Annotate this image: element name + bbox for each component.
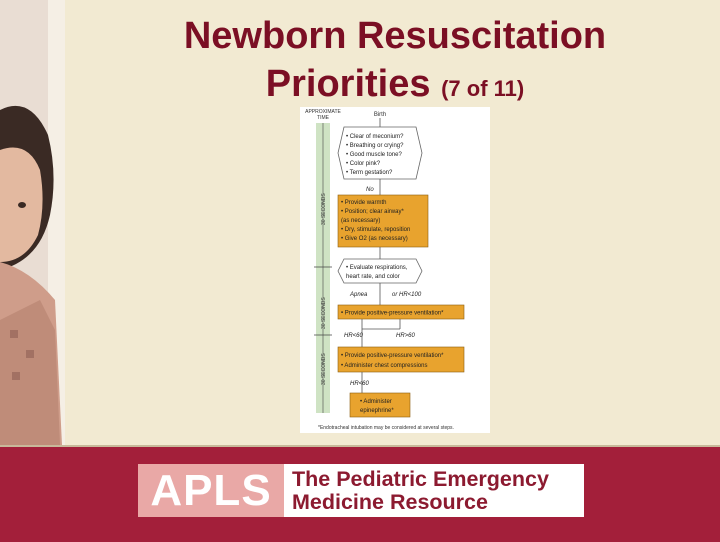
left-photo-strip bbox=[0, 0, 65, 445]
title-line-2 bbox=[90, 60, 700, 113]
compressions-line-2: • Administer chest compressions bbox=[341, 363, 428, 369]
time-label-3: 30 SECONDS bbox=[321, 353, 327, 385]
question-4: • Color pink? bbox=[346, 161, 381, 167]
question-2: • Breathing or crying? bbox=[346, 143, 404, 149]
question-5: • Term gestation? bbox=[346, 170, 393, 176]
initial-step-4: • Dry, stimulate, reposition bbox=[341, 227, 411, 233]
slide-title bbox=[90, 12, 700, 113]
child-photo bbox=[0, 0, 65, 445]
initial-step-1: • Provide warmth bbox=[341, 200, 387, 206]
evaluate-line-2: heart rate, and color bbox=[346, 274, 400, 280]
footnote: *Endotracheal intubation may be considered at several steps. bbox=[318, 425, 454, 431]
title-line-1: Newborn Resuscitation bbox=[183, 15, 607, 57]
no-label: No bbox=[366, 187, 374, 193]
resuscitation-flowchart bbox=[300, 107, 490, 433]
approx-time-header: APPROXIMATE bbox=[305, 109, 341, 115]
logo-tagline-line-1: The Pediatric Emergency bbox=[292, 467, 549, 491]
birth-label: Birth bbox=[373, 112, 387, 118]
logo-tagline-line-2: Medicine Resource bbox=[292, 490, 488, 514]
logo-tagline bbox=[284, 464, 584, 517]
compressions-line-1: • Provide positive-pressure ventilation* bbox=[341, 353, 444, 359]
epinephrine-line-1: • Administer bbox=[360, 399, 392, 405]
epinephrine-line-2: epinephrine* bbox=[360, 408, 394, 414]
title-page-count: (7 of 11) bbox=[441, 76, 525, 101]
ppv-text: • Provide positive-pressure ventilation* bbox=[341, 310, 444, 317]
question-1: • Clear of meconium? bbox=[346, 134, 404, 140]
apnea-label: Apnea bbox=[350, 292, 368, 298]
initial-step-5: • Give O2 (as necessary) bbox=[341, 236, 408, 242]
apls-logo bbox=[138, 464, 584, 517]
hr-gt60-label: HR>60 bbox=[396, 333, 415, 339]
time-label-2: 30 SECONDS bbox=[321, 297, 327, 329]
initial-step-2: • Position; clear airway* bbox=[341, 209, 404, 215]
evaluate-line-1: • Evaluate respirations, bbox=[346, 265, 408, 271]
title-priorities: Priorities bbox=[265, 63, 431, 105]
time-header: TIME bbox=[317, 115, 329, 121]
hr-lt60-label-2: HR<60 bbox=[350, 381, 369, 387]
logo-acronym: APLS bbox=[138, 464, 284, 517]
or-hr-label: or HR<100 bbox=[392, 292, 422, 298]
question-3: • Good muscle tone? bbox=[346, 152, 402, 158]
initial-step-3: (as necessary) bbox=[341, 218, 381, 224]
time-label-1: 30 SECONDS bbox=[321, 193, 327, 225]
hr-lt60-label: HR<60 bbox=[344, 333, 363, 339]
